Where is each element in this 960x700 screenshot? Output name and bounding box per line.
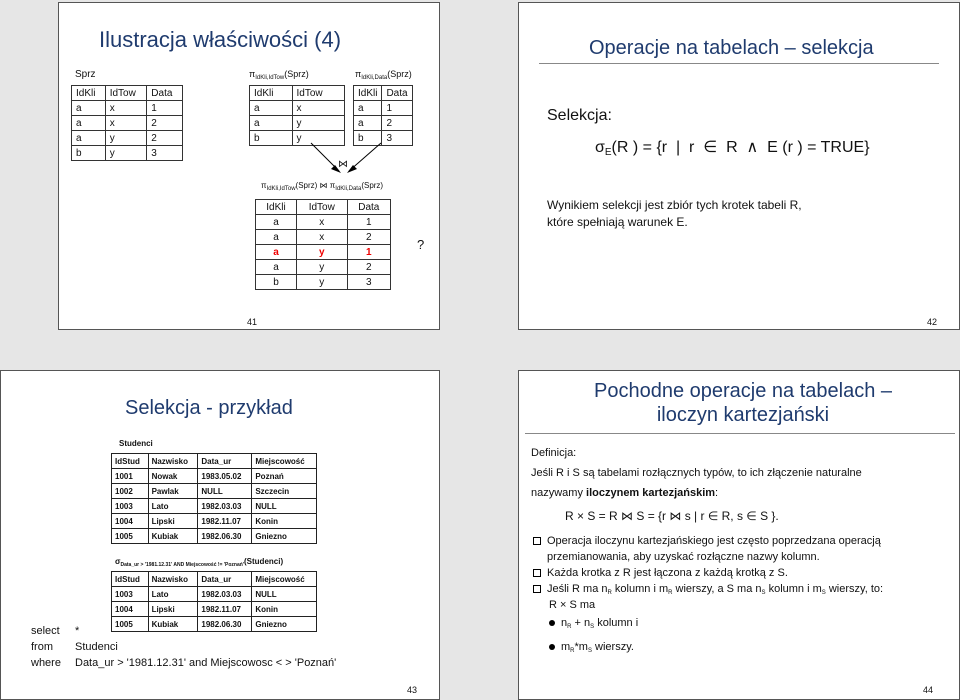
- sql-line: [31, 655, 336, 671]
- definition-text: [531, 463, 951, 503]
- header-cell: IdTow: [292, 86, 345, 101]
- table-cell: 1982.06.30: [198, 617, 252, 632]
- proj2-label: $\pi_{IdKli,Data}(Sprz)$: [355, 69, 412, 81]
- table-row: [354, 116, 413, 131]
- page-number: 42: [927, 317, 938, 327]
- table-row: [112, 529, 317, 544]
- table-header-row: [112, 454, 317, 469]
- def-line-2: nazywamy iloczynem kartezjańskim:: [531, 487, 719, 499]
- table-row: [72, 146, 183, 161]
- table-cell: Gniezno: [252, 617, 317, 632]
- table-cell: a: [256, 260, 297, 275]
- table-cell: Konin: [252, 514, 317, 529]
- table-row: [112, 514, 317, 529]
- sub-bullet-item: $m_R*m_S$ wierszy.: [545, 637, 845, 661]
- title-line-2: iloczyn kartezjański: [656, 404, 830, 426]
- table-row: [112, 499, 317, 514]
- sql-line: [31, 639, 336, 655]
- slide-44: [518, 370, 960, 700]
- table-row: [250, 116, 345, 131]
- table-cell: 1982.03.03: [198, 499, 252, 514]
- bullet-list: [531, 533, 951, 601]
- table-cell: 2: [382, 116, 412, 131]
- table-cell: 1004: [112, 514, 149, 529]
- table-row: [256, 215, 391, 230]
- table-cell: y: [292, 116, 345, 131]
- table-cell: NULL: [252, 499, 317, 514]
- header-cell: Nazwisko: [148, 454, 198, 469]
- table-cell: a: [250, 101, 293, 116]
- table-cell: NULL: [198, 484, 252, 499]
- join-label: $\pi_{IdKli,IdTow}(Sprz)$ ⋈ $\pi_{IdKli,Data}(Sprz)$: [261, 181, 384, 192]
- table-cell: Lato: [148, 499, 198, 514]
- table-cell: 1002: [112, 484, 149, 499]
- slide-title: Operacje na tabelach – selekcja: [589, 37, 874, 59]
- table-cell: 2: [347, 230, 390, 245]
- header-cell: IdKli: [256, 200, 297, 215]
- sql-value: Data_ur > '1981.12.31' and Miejscowosc < > 'Poznań': [75, 657, 337, 669]
- sql-value: *: [75, 625, 80, 637]
- table-cell: 3: [147, 146, 183, 161]
- table-row: [112, 602, 317, 617]
- table-cell: Poznań: [252, 469, 317, 484]
- table-cell: 2: [147, 131, 183, 146]
- table-cell: 1005: [112, 617, 149, 632]
- table-cell: 1983.05.02: [198, 469, 252, 484]
- table-cell: Lato: [148, 587, 198, 602]
- sprz-table: [71, 85, 183, 161]
- term-bold: iloczynem kartezjańskim: [586, 487, 716, 499]
- table-cell: a: [72, 101, 106, 116]
- table-cell: y: [292, 131, 345, 146]
- sql-value: Studenci: [75, 641, 118, 653]
- bullet-item: Każda krotka z R jest łączona z każdą krotką z S.: [531, 565, 951, 581]
- table-cell: 1: [347, 245, 390, 260]
- table-row: [256, 245, 391, 260]
- table-cell: 1: [347, 215, 390, 230]
- join-table: [255, 199, 391, 290]
- header-cell: IdKli: [72, 86, 106, 101]
- table-row: [72, 101, 183, 116]
- page-number: 43: [407, 685, 418, 695]
- table-row: [72, 116, 183, 131]
- table-cell: 2: [147, 116, 183, 131]
- table-row: [72, 131, 183, 146]
- table-cell: Szczecin: [252, 484, 317, 499]
- table-cell: a: [354, 101, 382, 116]
- table-header-row: [354, 86, 413, 101]
- table-cell: x: [296, 215, 347, 230]
- table-cell: 1001: [112, 469, 149, 484]
- header-cell: IdStud: [112, 454, 149, 469]
- table-row: [354, 101, 413, 116]
- table-cell: Kubiak: [148, 529, 198, 544]
- header-cell: IdKli: [250, 86, 293, 101]
- table-cell: y: [105, 146, 147, 161]
- table-cell: 3: [347, 275, 390, 290]
- sql-keyword: select: [31, 625, 60, 637]
- selection-description: [547, 197, 802, 231]
- sub-bullet-list: [545, 613, 845, 661]
- table-cell: y: [296, 275, 347, 290]
- studenci-label: Studenci: [119, 439, 153, 448]
- table-cell: 1003: [112, 499, 149, 514]
- sql-keyword: where: [31, 657, 61, 669]
- table-cell: y: [296, 260, 347, 275]
- table-row: [112, 587, 317, 602]
- rxs-line: R × S ma: [549, 599, 596, 611]
- table-cell: 1982.11.07: [198, 514, 252, 529]
- sql-line: [31, 623, 336, 639]
- proj1-table: [249, 85, 345, 146]
- proj2-table: [353, 85, 413, 146]
- table-header-row: [72, 86, 183, 101]
- page-number: 44: [923, 685, 934, 695]
- table-cell: b: [250, 131, 293, 146]
- table-cell: 2: [347, 260, 390, 275]
- header-cell: IdKli: [354, 86, 382, 101]
- table-row: [250, 101, 345, 116]
- table-cell: Lipski: [148, 602, 198, 617]
- table-cell: Pawlak: [148, 484, 198, 499]
- header-cell: Nazwisko: [148, 572, 198, 587]
- bullet-item: Jeśli R ma $n_R$ kolumn i $m_R$ wierszy, a S ma $n_S$ kolumn i $m_S$ wierszy, to:: [531, 581, 951, 601]
- table-row: [256, 275, 391, 290]
- page-number: 41: [247, 317, 258, 327]
- header-cell: Data_ur: [198, 454, 252, 469]
- table-cell: Gniezno: [252, 529, 317, 544]
- table-cell: x: [105, 101, 147, 116]
- definition-label: Definicja:: [531, 447, 577, 459]
- slide-41: [58, 2, 440, 330]
- table-cell: Kubiak: [148, 617, 198, 632]
- table-row: [256, 260, 391, 275]
- sub-bullet-item: $n_R + n_S$ kolumn i: [545, 613, 845, 637]
- table-cell: 1982.03.03: [198, 587, 252, 602]
- table-cell: 1: [382, 101, 412, 116]
- table-header-row: [256, 200, 391, 215]
- title-underline: [539, 63, 939, 64]
- def-line-1: Jeśli R i S są tabelami rozłącznych typów, to ich złączenie naturalne: [531, 467, 862, 479]
- table-cell: b: [354, 131, 382, 146]
- selekcja-label: Selekcja:: [547, 107, 612, 124]
- header-cell: Miejscowość: [252, 454, 317, 469]
- header-cell: Data: [147, 86, 183, 101]
- sprz-label: Sprz: [75, 69, 96, 80]
- table-header-row: [250, 86, 345, 101]
- slide-title: Ilustracja właściwości (4): [99, 27, 342, 52]
- table-cell: a: [72, 131, 106, 146]
- studenci-table: [111, 453, 317, 544]
- header-cell: Data: [347, 200, 390, 215]
- desc-line-2: które spełniają warunek E.: [547, 215, 688, 229]
- table-cell: Konin: [252, 602, 317, 617]
- table-cell: 1: [147, 101, 183, 116]
- table-cell: x: [292, 101, 345, 116]
- header-cell: IdStud: [112, 572, 149, 587]
- desc-line-1: Wynikiem selekcji jest zbiór tych krotek tabeli R,: [547, 198, 802, 212]
- table-cell: 1003: [112, 587, 149, 602]
- join-symbol: ⋈: [338, 159, 348, 170]
- table-cell: y: [296, 245, 347, 260]
- header-cell: Data_ur: [198, 572, 252, 587]
- table-cell: a: [256, 230, 297, 245]
- bullet-item: Operacja iloczynu kartezjańskiego jest często poprzedzana operacją przemianowania, aby uzyskać rozłączne nazwy kolumn.: [531, 533, 951, 565]
- title-underline: [525, 433, 955, 434]
- question-mark: ?: [417, 237, 425, 252]
- table-cell: y: [105, 131, 147, 146]
- table-row: [112, 484, 317, 499]
- table-cell: 3: [382, 131, 412, 146]
- slide-43: [0, 370, 440, 700]
- table-cell: x: [105, 116, 147, 131]
- table-cell: NULL: [252, 587, 317, 602]
- table-cell: 1982.11.07: [198, 602, 252, 617]
- table-cell: Nowak: [148, 469, 198, 484]
- header-cell: Data: [382, 86, 412, 101]
- cartesian-formula: R × S = R ⋈ S = {r ⋈ s | r ∈ R, s ∈ S }.: [565, 509, 779, 523]
- slide-42: [518, 2, 960, 330]
- table-cell: Lipski: [148, 514, 198, 529]
- table-header-row: [112, 572, 317, 587]
- sql-query: [31, 623, 336, 671]
- table-cell: a: [256, 215, 297, 230]
- header-cell: IdTow: [105, 86, 147, 101]
- table-row: [112, 469, 317, 484]
- slide-title: [583, 379, 903, 427]
- table-cell: 1004: [112, 602, 149, 617]
- header-cell: IdTow: [296, 200, 347, 215]
- proj1-label: $\pi_{IdKli,IdTow}(Sprz)$: [249, 69, 309, 81]
- table-cell: b: [72, 146, 106, 161]
- table-cell: x: [296, 230, 347, 245]
- table-cell: b: [256, 275, 297, 290]
- sigma-label: $\sigma_{Data\_ur > '1981.12.31' AND Miejscowość != 'Poznań'}(Studenci)$: [115, 557, 284, 568]
- title-line-1: Pochodne operacje na tabelach –: [593, 380, 892, 402]
- selection-formula: σE(R ) = {r | r ∈ R ∧ E (r ) = TRUE}: [595, 139, 870, 158]
- slide-title: Selekcja - przykład: [125, 397, 293, 419]
- table-row: [256, 230, 391, 245]
- table-cell: 1982.06.30: [198, 529, 252, 544]
- table-cell: 1005: [112, 529, 149, 544]
- sql-keyword: from: [31, 641, 53, 653]
- table-cell: a: [250, 116, 293, 131]
- table-cell: a: [256, 245, 297, 260]
- table-cell: a: [354, 116, 382, 131]
- table-cell: a: [72, 116, 106, 131]
- header-cell: Miejscowość: [252, 572, 317, 587]
